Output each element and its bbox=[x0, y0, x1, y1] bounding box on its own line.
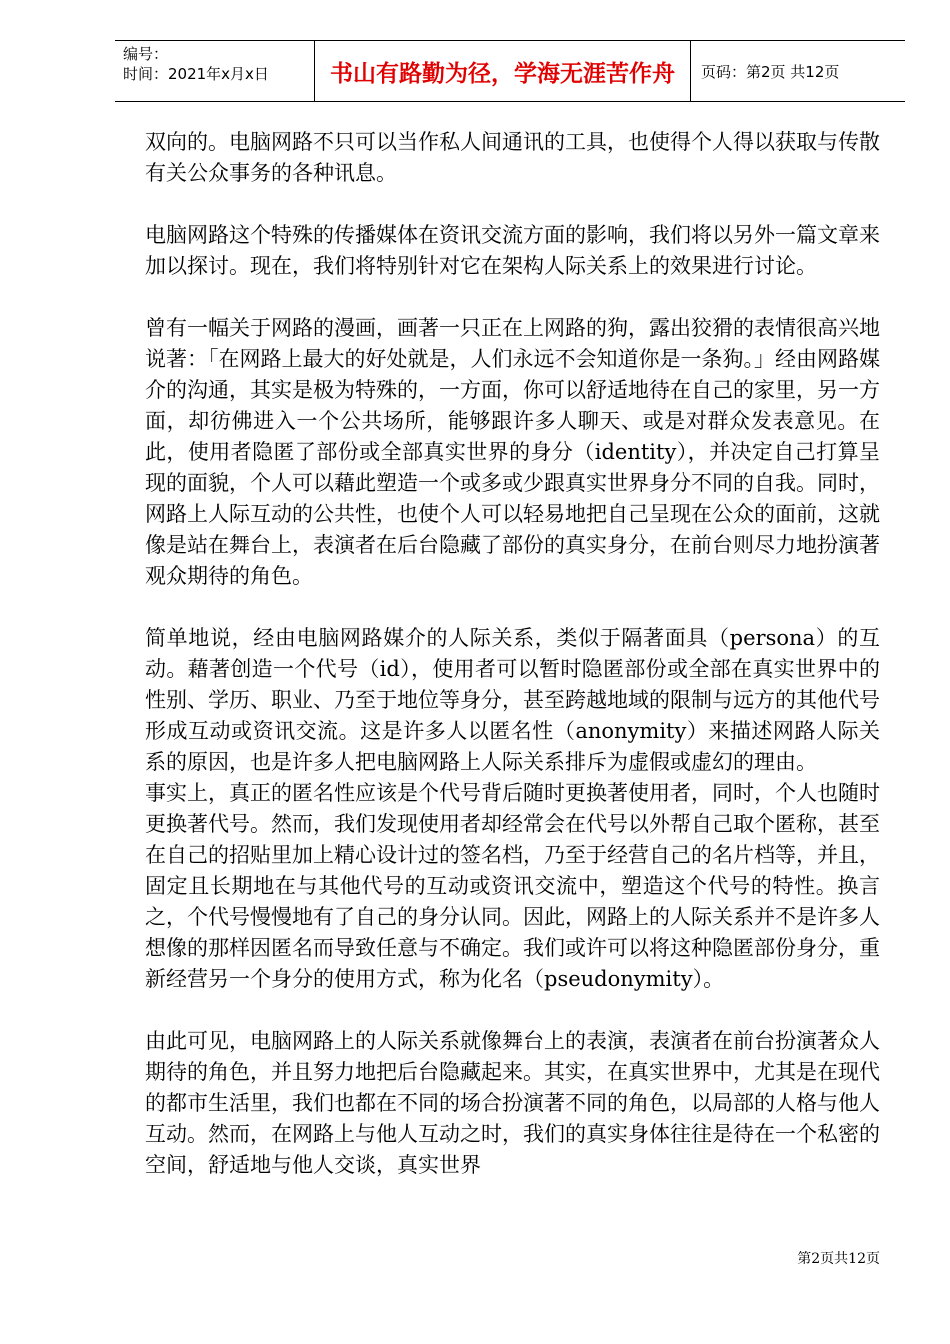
header-page-info: 页码：第2页 共12页 bbox=[701, 62, 840, 81]
time-label: 时间：2021年x月x日 bbox=[123, 65, 269, 83]
paragraph: 由此可见，电脑网路上的人际关系就像舞台上的表演，表演者在前台扮演著众人期待的角色，并且努力地把后台隐藏起来。其实，在真实世界中，尤其是在现代的都市生活里，我们也都在不同的场合扮演著不同的角色，以局部的人格与他人互动。然而，在网路上与他人互动之时，我们的真实身体往往是待在一个私密的空间，舒适地与他人交谈，真实世界 bbox=[145, 1029, 880, 1177]
header-motto: 书山有路勤为径，学海无涯苦作舟 bbox=[315, 41, 691, 101]
document-body bbox=[145, 127, 880, 1181]
paragraph: 简单地说，经由电脑网路媒介的人际关系，类似于隔著面具（persona）的互动。藉著创造一个代号（id），使用者可以暂时隐匿部份或全部在真实世界中的性别、学历、职业、乃至于地位等身分，甚至跨越地域的限制与远方的其他代号形成互动或资讯交流。这是许多人以匿名性（anonymity）来描述网路人际关系的原因，也是许多人把电脑网路上人际关系排斥为虚假或虚幻的理由。 bbox=[145, 626, 880, 774]
serial-label: 编号： bbox=[123, 45, 169, 63]
paragraph: 事实上，真正的匿名性应该是个代号背后随时更换著使用者，同时，个人也随时更换著代号。然而，我们发现使用者却经常会在代号以外帮自己取个匿称，甚至在自己的招贴里加上精心设计过的签名档，乃至于经营自己的名片档等，并且，固定且长期地在与其他代号的互动或资讯交流中，塑造这个代号的特性。换言之，个代号慢慢地有了自己的身分认同。因此，网路上的人际关系并不是许多人想像的那样因匿名而导致任意与不确定。我们或许可以将这种隐匿部份身分，重新经营另一个身分的使用方式，称为化名（pseudonymity）。 bbox=[145, 781, 880, 991]
paragraph: 曾有一幅关于网路的漫画，画著一只正在上网路的狗，露出狡猾的表情很高兴地说著：「在网路上最大的好处就是，人们永远不会知道你是一条狗。」经由网路媒介的沟通，其实是极为特殊的，一方面，你可以舒适地待在自己的家里，另一方面，却彷佛进入一个公共场所，能够跟许多人聊天、或是对群众发表意见。在此，使用者隐匿了部份或全部真实世界的身分（identity），并决定自己打算呈现的面貌，个人可以藉此塑造一个或多或少跟真实世界身分不同的自我。同时，网路上人际互动的公共性，也使个人可以轻易地把自己呈现在公众的面前，这就像是站在舞台上，表演者在后台隐藏了部份的真实身分，在前台则尽力地扮演著观众期待的角色。 bbox=[145, 316, 880, 588]
page-footer: 第2页共12页 bbox=[797, 1251, 880, 1267]
paragraph: 双向的。电脑网路不只可以当作私人间通讯的工具，也使得个人得以获取与传散有关公众事务的各种讯息。 bbox=[145, 130, 880, 185]
page-header bbox=[115, 40, 905, 102]
header-meta bbox=[115, 41, 315, 101]
paragraph: 电脑网路这个特殊的传播媒体在资讯交流方面的影响，我们将以另外一篇文章来加以探讨。现在，我们将特别针对它在架构人际关系上的效果进行讨论。 bbox=[145, 223, 880, 278]
